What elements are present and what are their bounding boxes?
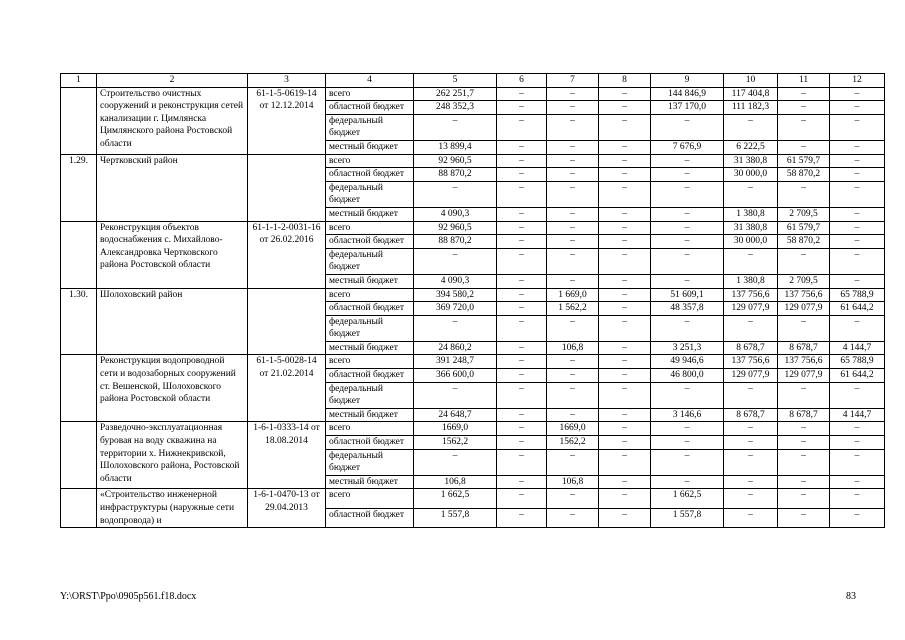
value-cell: – xyxy=(547,168,599,182)
value-cell: 129 077,9 xyxy=(778,369,830,383)
value-cell: – xyxy=(547,355,599,369)
funding-source: областной бюджет xyxy=(326,168,414,182)
value-cell: – xyxy=(497,207,547,221)
value-cell: 1 380,8 xyxy=(724,274,778,288)
value-cell: – xyxy=(651,274,724,288)
value-cell: 58 870,2 xyxy=(778,235,830,249)
value-cell: – xyxy=(497,87,547,101)
value-cell: – xyxy=(547,382,599,408)
value-cell: – xyxy=(547,181,599,207)
value-cell: – xyxy=(497,274,547,288)
value-cell: 8 678,7 xyxy=(724,408,778,422)
value-cell: – xyxy=(599,382,651,408)
header-cell: 11 xyxy=(778,74,830,88)
object-name: Строительство очистных сооружений и реконструкция сетей канализации г. Цимлянска Цимлянского района Ростовской области xyxy=(97,87,248,154)
value-cell: – xyxy=(497,355,547,369)
funding-source: местный бюджет xyxy=(326,475,414,489)
value-cell: – xyxy=(414,181,497,207)
value-cell: – xyxy=(778,422,830,436)
value-cell: 1669,0 xyxy=(547,422,599,436)
value-cell: – xyxy=(599,508,651,527)
value-cell: – xyxy=(497,489,547,508)
row-number xyxy=(61,355,97,422)
value-cell: – xyxy=(599,369,651,383)
value-cell: – xyxy=(830,436,885,450)
value-cell: – xyxy=(497,235,547,249)
value-cell: 248 352,3 xyxy=(414,101,497,115)
value-cell: – xyxy=(414,315,497,341)
document-reference: 61-1-5-0028-14 от 21.02.2014 xyxy=(248,355,326,422)
value-cell: 394 580,2 xyxy=(414,288,497,302)
funding-source: всего xyxy=(326,154,414,168)
value-cell: – xyxy=(599,408,651,422)
value-cell: – xyxy=(599,274,651,288)
value-cell: 106,8 xyxy=(547,475,599,489)
value-cell: – xyxy=(651,154,724,168)
value-cell: – xyxy=(778,508,830,527)
value-cell: – xyxy=(599,355,651,369)
value-cell: 58 870,2 xyxy=(778,168,830,182)
header-cell: 8 xyxy=(599,74,651,88)
value-cell: 117 404,8 xyxy=(724,87,778,101)
value-cell: 51 609,1 xyxy=(651,288,724,302)
value-cell: – xyxy=(651,449,724,475)
row-number xyxy=(61,87,97,154)
funding-source: всего xyxy=(326,87,414,101)
value-cell: 1562,2 xyxy=(414,436,497,450)
header-cell: 1 xyxy=(61,74,97,88)
header-cell: 7 xyxy=(547,74,599,88)
funding-source: всего xyxy=(326,221,414,235)
value-cell: 1 562,2 xyxy=(547,302,599,316)
value-cell: – xyxy=(497,302,547,316)
budget-table xyxy=(60,73,885,528)
value-cell: 106,8 xyxy=(547,341,599,355)
table-row xyxy=(61,288,885,302)
funding-source: областной бюджет xyxy=(326,101,414,115)
object-name: Шолоховский район xyxy=(97,288,248,355)
value-cell: 137 756,6 xyxy=(724,288,778,302)
value-cell: – xyxy=(547,140,599,154)
value-cell: 13 899,4 xyxy=(414,140,497,154)
value-cell: 137 756,6 xyxy=(778,288,830,302)
value-cell: 65 788,9 xyxy=(830,288,885,302)
value-cell: – xyxy=(778,87,830,101)
value-cell: 4 090,3 xyxy=(414,274,497,288)
value-cell: – xyxy=(497,315,547,341)
row-number xyxy=(61,489,97,528)
value-cell: – xyxy=(599,341,651,355)
value-cell: – xyxy=(414,449,497,475)
value-cell: 6 222,5 xyxy=(724,140,778,154)
value-cell: – xyxy=(830,274,885,288)
value-cell: – xyxy=(547,274,599,288)
value-cell: – xyxy=(651,475,724,489)
funding-source: федеральный бюджет xyxy=(326,181,414,207)
table-row xyxy=(61,422,885,436)
value-cell: – xyxy=(547,87,599,101)
value-cell: – xyxy=(497,475,547,489)
header-cell: 9 xyxy=(651,74,724,88)
value-cell: – xyxy=(497,181,547,207)
value-cell: 24 860,2 xyxy=(414,341,497,355)
value-cell: 3 251,3 xyxy=(651,341,724,355)
value-cell: – xyxy=(651,221,724,235)
header-cell: 3 xyxy=(248,74,326,88)
value-cell: 8 678,7 xyxy=(724,341,778,355)
value-cell: 137 756,6 xyxy=(724,355,778,369)
value-cell: – xyxy=(724,181,778,207)
value-cell: – xyxy=(830,449,885,475)
table-row xyxy=(61,154,885,168)
funding-source: областной бюджет xyxy=(326,508,414,527)
value-cell: – xyxy=(547,508,599,527)
value-cell: – xyxy=(830,101,885,115)
value-cell: – xyxy=(651,207,724,221)
value-cell: – xyxy=(830,315,885,341)
value-cell: – xyxy=(599,489,651,508)
value-cell: 144 846,9 xyxy=(651,87,724,101)
value-cell: 3 146,6 xyxy=(651,408,724,422)
value-cell: 1669,0 xyxy=(414,422,497,436)
value-cell: 88 870,2 xyxy=(414,235,497,249)
value-cell: – xyxy=(497,382,547,408)
value-cell: – xyxy=(830,382,885,408)
value-cell: – xyxy=(830,154,885,168)
value-cell: – xyxy=(724,315,778,341)
value-cell: 111 182,3 xyxy=(724,101,778,115)
value-cell: 30 000,0 xyxy=(724,168,778,182)
funding-source: федеральный бюджет xyxy=(326,382,414,408)
value-cell: 4 090,3 xyxy=(414,207,497,221)
value-cell: – xyxy=(599,154,651,168)
value-cell: 88 870,2 xyxy=(414,168,497,182)
table-row xyxy=(61,489,885,508)
funding-source: всего xyxy=(326,489,414,508)
document-reference xyxy=(248,288,326,355)
header-cell: 12 xyxy=(830,74,885,88)
value-cell: – xyxy=(830,168,885,182)
value-cell: – xyxy=(778,315,830,341)
value-cell: – xyxy=(651,114,724,140)
funding-source: областной бюджет xyxy=(326,369,414,383)
value-cell: 2 709,5 xyxy=(778,274,830,288)
value-cell: – xyxy=(497,288,547,302)
value-cell: 8 678,7 xyxy=(778,408,830,422)
value-cell: – xyxy=(599,248,651,274)
value-cell: 65 788,9 xyxy=(830,355,885,369)
value-cell: – xyxy=(830,475,885,489)
value-cell: – xyxy=(599,87,651,101)
value-cell: – xyxy=(547,207,599,221)
value-cell: – xyxy=(778,114,830,140)
value-cell: – xyxy=(599,140,651,154)
funding-source: всего xyxy=(326,355,414,369)
value-cell: – xyxy=(830,489,885,508)
value-cell: 129 077,9 xyxy=(724,302,778,316)
value-cell: 30 000,0 xyxy=(724,235,778,249)
value-cell: – xyxy=(778,436,830,450)
value-cell: – xyxy=(651,422,724,436)
value-cell: – xyxy=(778,449,830,475)
value-cell: 92 960,5 xyxy=(414,221,497,235)
value-cell: – xyxy=(724,114,778,140)
value-cell: – xyxy=(724,248,778,274)
funding-source: областной бюджет xyxy=(326,235,414,249)
document-reference xyxy=(248,154,326,221)
value-cell: – xyxy=(830,114,885,140)
value-cell: – xyxy=(830,508,885,527)
value-cell: – xyxy=(414,248,497,274)
value-cell: 24 648,7 xyxy=(414,408,497,422)
value-cell: – xyxy=(547,101,599,115)
value-cell: – xyxy=(830,181,885,207)
funding-source: местный бюджет xyxy=(326,341,414,355)
value-cell: – xyxy=(599,235,651,249)
row-number xyxy=(61,422,97,489)
funding-source: федеральный бюджет xyxy=(326,315,414,341)
value-cell: 31 380,8 xyxy=(724,154,778,168)
funding-source: местный бюджет xyxy=(326,408,414,422)
row-number: 1.29. xyxy=(61,154,97,221)
value-cell: 48 357,8 xyxy=(651,302,724,316)
value-cell: – xyxy=(547,489,599,508)
funding-source: местный бюджет xyxy=(326,140,414,154)
value-cell: – xyxy=(830,235,885,249)
table-row xyxy=(61,221,885,235)
value-cell: – xyxy=(724,436,778,450)
document-reference: 1-6-1-0333-14 от 18.08.2014 xyxy=(248,422,326,489)
footer-file-path: Y:\ORST\Ppo\0905p561.f18.docx xyxy=(60,591,197,602)
document-reference: 61-1-1-2-0031-16 от 26.02.2016 xyxy=(248,221,326,288)
value-cell: – xyxy=(497,154,547,168)
funding-source: всего xyxy=(326,422,414,436)
value-cell: – xyxy=(599,181,651,207)
header-cell: 2 xyxy=(97,74,248,88)
value-cell: – xyxy=(830,207,885,221)
value-cell: 2 709,5 xyxy=(778,207,830,221)
value-cell: – xyxy=(651,436,724,450)
row-number xyxy=(61,221,97,288)
header-cell: 5 xyxy=(414,74,497,88)
value-cell: – xyxy=(547,369,599,383)
value-cell: 92 960,5 xyxy=(414,154,497,168)
document-reference: 61-1-5-0619-14 от 12.12.2014 xyxy=(248,87,326,154)
value-cell: – xyxy=(547,154,599,168)
value-cell: – xyxy=(497,341,547,355)
value-cell: – xyxy=(778,475,830,489)
value-cell: – xyxy=(599,315,651,341)
object-name: Разведочно-эксплуатационная буровая на воду скважина на территории х. Нижнекривской, Шолоховского района, Ростовской области xyxy=(97,422,248,489)
value-cell: – xyxy=(599,101,651,115)
row-number: 1.30. xyxy=(61,288,97,355)
value-cell: – xyxy=(778,140,830,154)
value-cell: – xyxy=(599,168,651,182)
table-row xyxy=(61,87,885,101)
value-cell: – xyxy=(547,114,599,140)
value-cell: – xyxy=(599,436,651,450)
value-cell: – xyxy=(497,101,547,115)
value-cell: 8 678,7 xyxy=(778,341,830,355)
value-cell: – xyxy=(599,288,651,302)
object-name: Реконструкция объектов водоснабжения с. Михайлово-Александровка Чертковского района Ростовской области xyxy=(97,221,248,288)
value-cell: 366 600,0 xyxy=(414,369,497,383)
value-cell: 1 557,8 xyxy=(651,508,724,527)
object-name: Чертковский район xyxy=(97,154,248,221)
value-cell: – xyxy=(724,489,778,508)
value-cell: 129 077,9 xyxy=(724,369,778,383)
document-reference: 1-6-1-0470-13 от 29.04.2013 xyxy=(248,489,326,528)
value-cell: – xyxy=(497,248,547,274)
value-cell: 61 579,7 xyxy=(778,221,830,235)
value-cell: – xyxy=(830,221,885,235)
value-cell: 7 676,9 xyxy=(651,140,724,154)
header-cell: 10 xyxy=(724,74,778,88)
value-cell: 106,8 xyxy=(414,475,497,489)
value-cell: – xyxy=(651,382,724,408)
value-cell: 1562,2 xyxy=(547,436,599,450)
value-cell: – xyxy=(651,168,724,182)
value-cell: 1 669,0 xyxy=(547,288,599,302)
value-cell: 61 644,2 xyxy=(830,369,885,383)
value-cell: – xyxy=(414,382,497,408)
value-cell: 49 946,6 xyxy=(651,355,724,369)
value-cell: – xyxy=(547,221,599,235)
value-cell: – xyxy=(497,140,547,154)
value-cell: 129 077,9 xyxy=(778,302,830,316)
value-cell: 61 644,2 xyxy=(830,302,885,316)
value-cell: 137 170,0 xyxy=(651,101,724,115)
value-cell: – xyxy=(599,449,651,475)
value-cell: – xyxy=(547,408,599,422)
footer-page-number: 83 xyxy=(846,591,856,602)
value-cell: – xyxy=(778,248,830,274)
value-cell: – xyxy=(724,382,778,408)
funding-source: всего xyxy=(326,288,414,302)
value-cell: – xyxy=(830,87,885,101)
value-cell: – xyxy=(724,475,778,489)
value-cell: 4 144,7 xyxy=(830,408,885,422)
value-cell: 1 662,5 xyxy=(651,489,724,508)
value-cell: – xyxy=(414,114,497,140)
value-cell: 262 251,7 xyxy=(414,87,497,101)
value-cell: – xyxy=(724,508,778,527)
value-cell: – xyxy=(651,181,724,207)
value-cell: – xyxy=(651,248,724,274)
funding-source: федеральный бюджет xyxy=(326,114,414,140)
header-cell: 4 xyxy=(326,74,414,88)
value-cell: – xyxy=(497,114,547,140)
value-cell: – xyxy=(547,248,599,274)
funding-source: местный бюджет xyxy=(326,274,414,288)
value-cell: – xyxy=(497,168,547,182)
value-cell: – xyxy=(599,207,651,221)
value-cell: – xyxy=(497,436,547,450)
value-cell: – xyxy=(599,114,651,140)
value-cell: – xyxy=(547,235,599,249)
funding-source: федеральный бюджет xyxy=(326,248,414,274)
value-cell: – xyxy=(497,408,547,422)
value-cell: 61 579,7 xyxy=(778,154,830,168)
value-cell: – xyxy=(830,422,885,436)
value-cell: 31 380,8 xyxy=(724,221,778,235)
value-cell: 1 380,8 xyxy=(724,207,778,221)
value-cell: – xyxy=(724,449,778,475)
header-row xyxy=(61,74,885,88)
value-cell: – xyxy=(778,489,830,508)
object-name: «Строительство инженерной инфраструктуры (наружные сети водопровода) и xyxy=(97,489,248,528)
value-cell: – xyxy=(778,382,830,408)
value-cell: 369 720,0 xyxy=(414,302,497,316)
value-cell: – xyxy=(599,422,651,436)
value-cell: – xyxy=(724,422,778,436)
value-cell: – xyxy=(651,235,724,249)
value-cell: – xyxy=(497,221,547,235)
object-name: Реконструкция водопроводной сети и водозаборных сооружений ст. Вешенской, Шолоховского района Ростовской области xyxy=(97,355,248,422)
header-cell: 6 xyxy=(497,74,547,88)
value-cell: – xyxy=(497,508,547,527)
value-cell: – xyxy=(599,475,651,489)
value-cell: – xyxy=(497,422,547,436)
funding-source: областной бюджет xyxy=(326,302,414,316)
funding-source: федеральный бюджет xyxy=(326,449,414,475)
table-row xyxy=(61,355,885,369)
value-cell: – xyxy=(599,302,651,316)
value-cell: 46 800,0 xyxy=(651,369,724,383)
value-cell: – xyxy=(830,248,885,274)
funding-source: областной бюджет xyxy=(326,436,414,450)
value-cell: – xyxy=(547,315,599,341)
value-cell: 1 557,8 xyxy=(414,508,497,527)
value-cell: – xyxy=(547,449,599,475)
value-cell: 1 662,5 xyxy=(414,489,497,508)
value-cell: 4 144,7 xyxy=(830,341,885,355)
value-cell: – xyxy=(651,315,724,341)
value-cell: – xyxy=(778,181,830,207)
value-cell: – xyxy=(497,369,547,383)
value-cell: – xyxy=(599,221,651,235)
funding-source: местный бюджет xyxy=(326,207,414,221)
value-cell: 391 248,7 xyxy=(414,355,497,369)
value-cell: – xyxy=(497,449,547,475)
value-cell: 137 756,6 xyxy=(778,355,830,369)
value-cell: – xyxy=(830,140,885,154)
value-cell: – xyxy=(778,101,830,115)
